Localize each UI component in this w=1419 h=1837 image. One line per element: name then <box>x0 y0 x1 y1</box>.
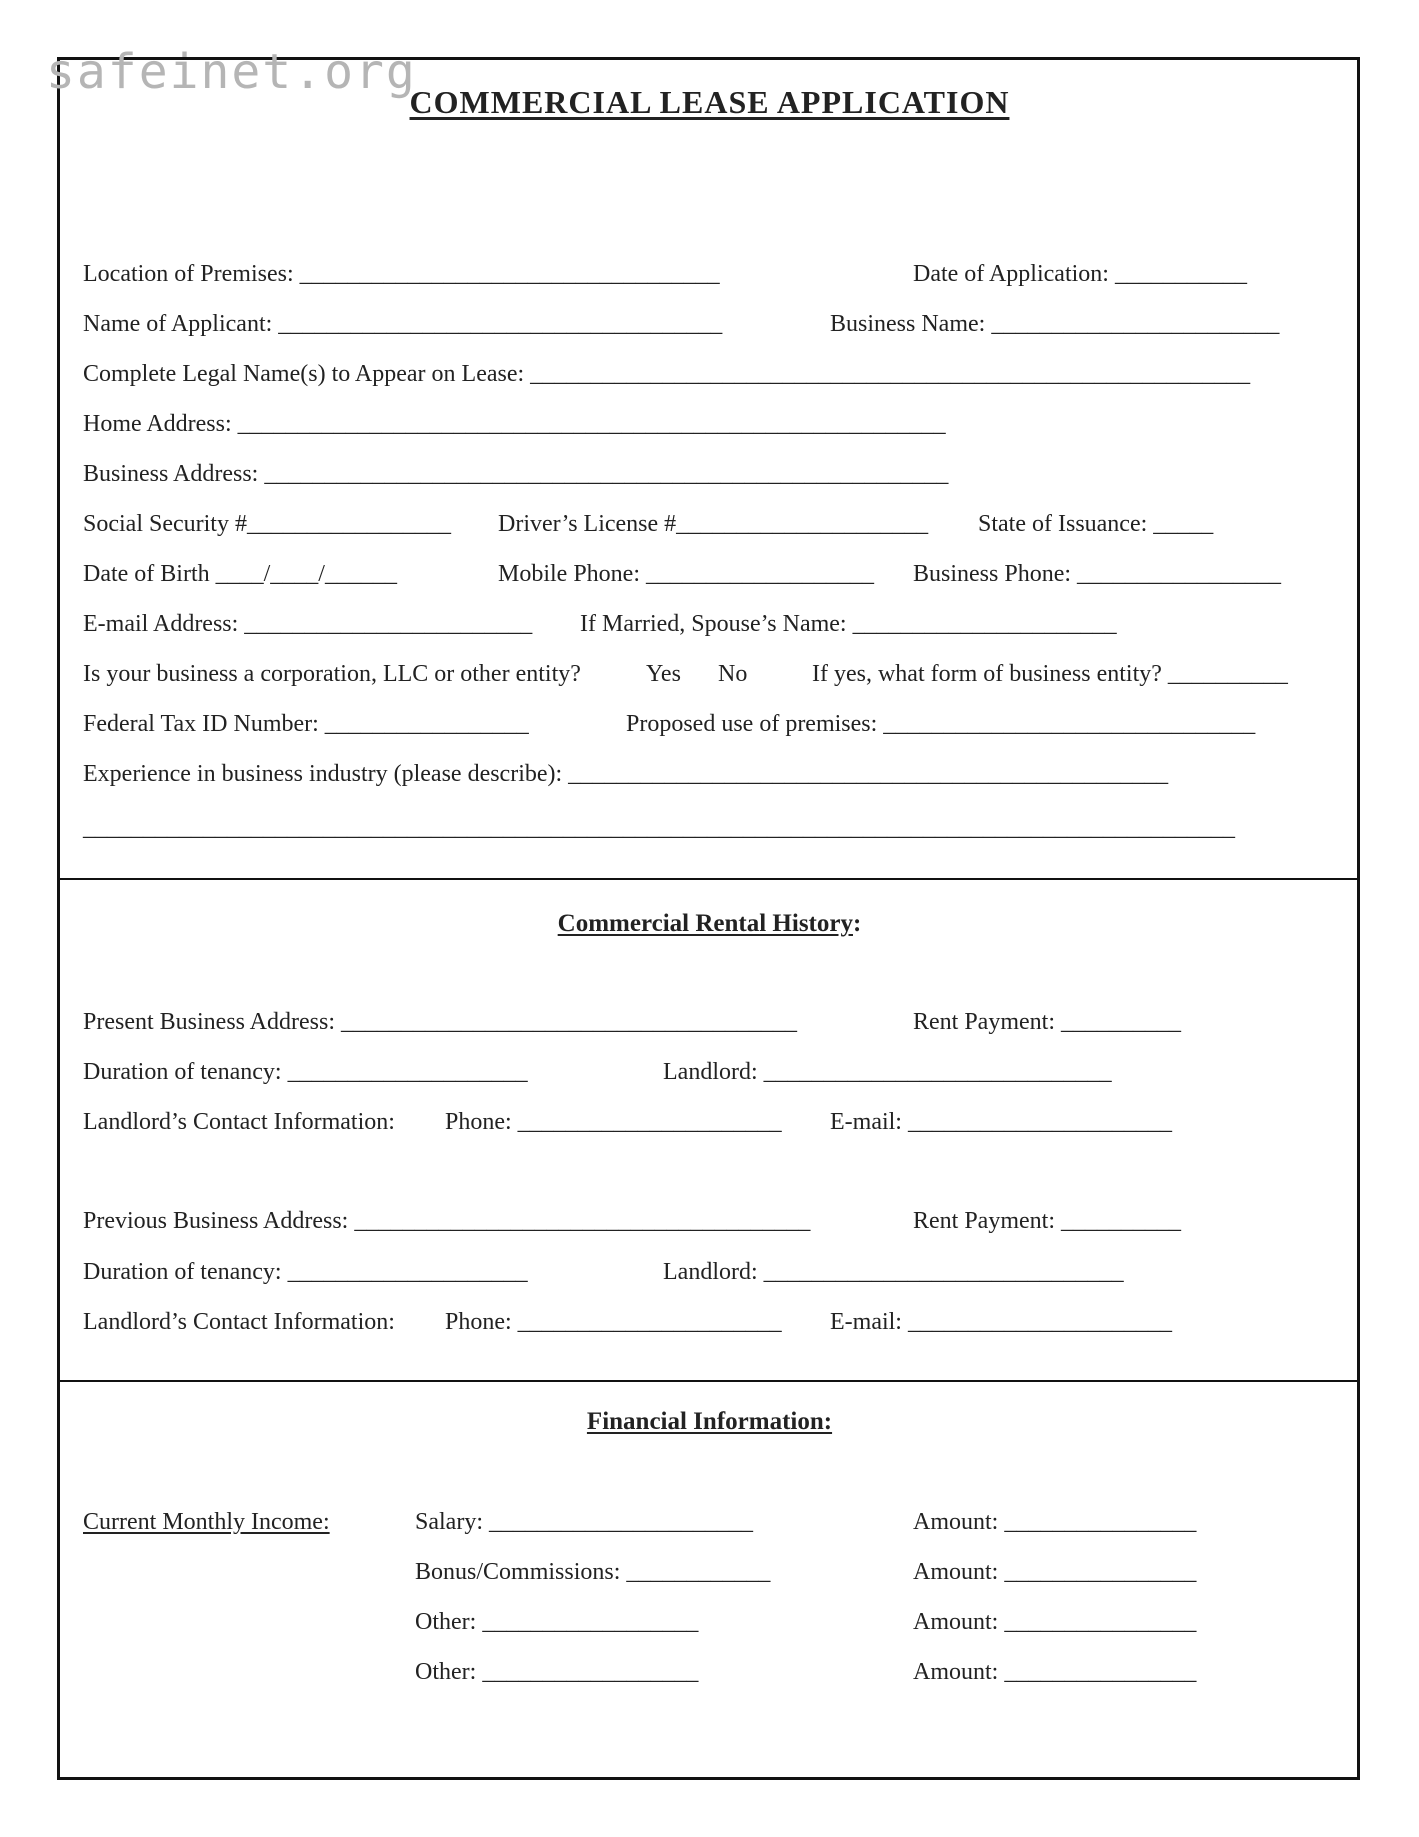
duration-tenancy-2-field[interactable]: Duration of tenancy: ____________________ <box>83 1259 528 1285</box>
corporation-question: Is your business a corporation, LLC or other entity? <box>83 661 581 687</box>
mobile-phone-field[interactable]: Mobile Phone: ___________________ <box>498 561 874 587</box>
applicant-name-field[interactable]: Name of Applicant: _____________________________________ <box>83 311 723 337</box>
state-of-issuance-field[interactable]: State of Issuance: _____ <box>978 511 1214 537</box>
other-2-field[interactable]: Other: __________________ <box>415 1659 699 1685</box>
location-field[interactable]: Location of Premises: ___________________________________ <box>83 261 720 287</box>
home-address-field[interactable]: Home Address: ___________________________________________________________ <box>83 411 946 437</box>
landlord-contact-1-label: Landlord’s Contact Information: <box>83 1109 395 1135</box>
yes-option[interactable]: Yes <box>646 661 681 687</box>
salary-field[interactable]: Salary: ______________________ <box>415 1509 753 1535</box>
section-divider-1 <box>57 878 1360 880</box>
landlord-phone-2-field[interactable]: Phone: ______________________ <box>445 1309 782 1335</box>
duration-tenancy-1-field[interactable]: Duration of tenancy: ____________________ <box>83 1059 528 1085</box>
landlord-phone-1-field[interactable]: Phone: ______________________ <box>445 1109 782 1135</box>
section-divider-2 <box>57 1380 1360 1382</box>
federal-tax-id-field[interactable]: Federal Tax ID Number: _________________ <box>83 711 529 737</box>
experience-line-2[interactable]: ________________________________________________________________________________________________ <box>83 815 1235 841</box>
financial-heading-text: Financial Information: <box>586 1408 833 1435</box>
amount-1-field[interactable]: Amount: ________________ <box>913 1509 1197 1535</box>
form-title-text: COMMERCIAL LEASE APPLICATION <box>409 84 1010 120</box>
rent-payment-1-field[interactable]: Rent Payment: __________ <box>913 1009 1181 1035</box>
landlord-1-field[interactable]: Landlord: _____________________________ <box>663 1059 1112 1085</box>
landlord-email-1-field[interactable]: E-mail: ______________________ <box>830 1109 1172 1135</box>
rent-payment-2-field[interactable]: Rent Payment: __________ <box>913 1208 1181 1234</box>
drivers-license-field[interactable]: Driver’s License #_____________________ <box>498 511 929 537</box>
rental-history-heading-text: Commercial Rental History <box>557 910 853 937</box>
present-business-address-field[interactable]: Present Business Address: ______________________________________ <box>83 1009 797 1035</box>
business-name-field[interactable]: Business Name: ________________________ <box>830 311 1280 337</box>
landlord-2-field[interactable]: Landlord: ______________________________ <box>663 1259 1124 1285</box>
watermark: safeinet.org <box>46 44 417 100</box>
landlord-contact-2-label: Landlord’s Contact Information: <box>83 1309 395 1335</box>
business-address-field[interactable]: Business Address: _________________________________________________________ <box>83 461 949 487</box>
spouse-name-field[interactable]: If Married, Spouse’s Name: ______________________ <box>580 611 1117 637</box>
amount-2-field[interactable]: Amount: ________________ <box>913 1559 1197 1585</box>
landlord-email-2-field[interactable]: E-mail: ______________________ <box>830 1309 1172 1335</box>
other-1-field[interactable]: Other: __________________ <box>415 1609 699 1635</box>
no-option[interactable]: No <box>718 661 748 687</box>
date-of-birth-field[interactable]: Date of Birth ____/____/______ <box>83 561 397 587</box>
financial-heading <box>0 1408 1419 1436</box>
experience-field[interactable]: Experience in business industry (please describe): __________________________________________________ <box>83 761 1169 787</box>
entity-form-field[interactable]: If yes, what form of business entity? __________ <box>812 661 1288 687</box>
rental-history-heading <box>0 910 1419 938</box>
date-of-application-field[interactable]: Date of Application: ___________ <box>913 261 1247 287</box>
current-monthly-income-label: Current Monthly Income: <box>83 1509 330 1535</box>
email-address-field[interactable]: E-mail Address: ________________________ <box>83 611 533 637</box>
previous-business-address-field[interactable]: Previous Business Address: ______________________________________ <box>83 1208 811 1234</box>
amount-4-field[interactable]: Amount: ________________ <box>913 1659 1197 1685</box>
rental-history-heading-colon: : <box>852 910 862 937</box>
proposed-use-field[interactable]: Proposed use of premises: _______________________________ <box>626 711 1256 737</box>
amount-3-field[interactable]: Amount: ________________ <box>913 1609 1197 1635</box>
legal-names-field[interactable]: Complete Legal Name(s) to Appear on Lease: ____________________________________________________________ <box>83 361 1251 387</box>
bonus-commissions-field[interactable]: Bonus/Commissions: ____________ <box>415 1559 771 1585</box>
ssn-field[interactable]: Social Security #_________________ <box>83 511 451 537</box>
business-phone-field[interactable]: Business Phone: _________________ <box>913 561 1282 587</box>
